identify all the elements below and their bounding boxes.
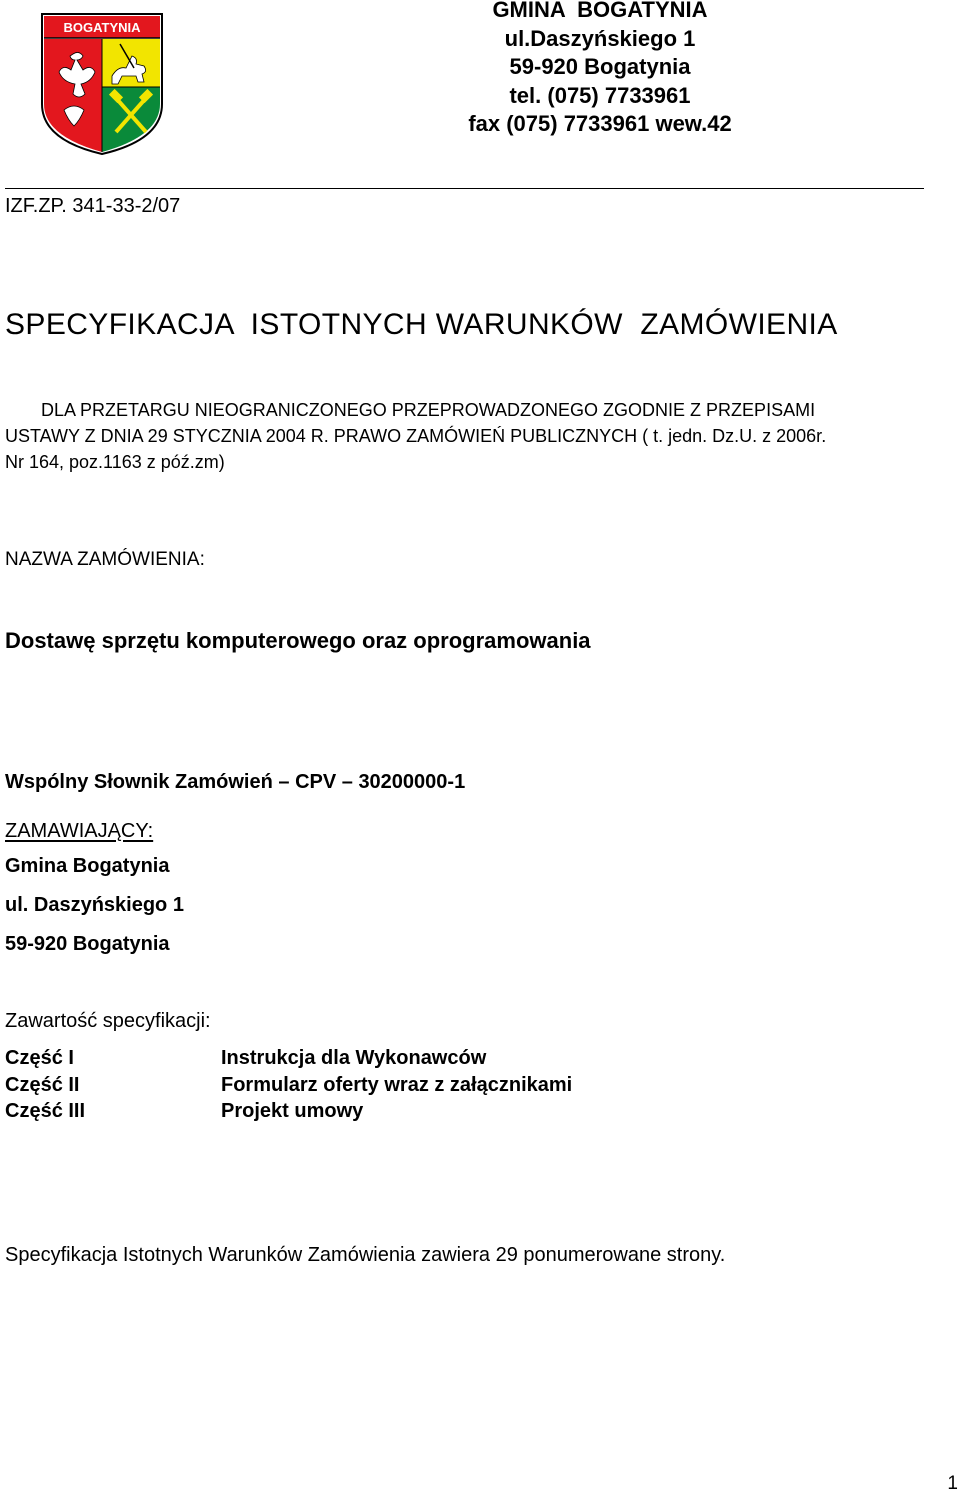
page-count-note: Specyfikacja Istotnych Warunków Zamówienia zawiera 29 ponumerowane strony. — [5, 1244, 726, 1266]
cpv-code: 30200000-1 — [358, 771, 466, 793]
crest-banner-text: BOGATYNIA — [63, 20, 141, 35]
subtitle-line-2: USTAWY Z DNIA 29 STYCZNIA 2004 R. PRAWO ZAMÓWIEŃ PUBLICZNYCH ( t. jedn. Dz.U. z 2006r. — [5, 426, 827, 446]
cpv-label: Wspólny Słownik Zamówień — [5, 771, 273, 793]
org-phone: tel. (075) 7733961 — [509, 82, 691, 108]
subtitle-line-1: DLA PRZETARGU NIEOGRANICZONEGO PRZEPROWADZONEGO ZGODNIE Z PRZEPISAMI — [41, 400, 816, 420]
order-name-label: NAZWA ZAMÓWIENIA: — [5, 549, 205, 570]
document-title: SPECYFIKACJA ISTOTNYCH WARUNKÓW ZAMÓWIENIA — [5, 308, 838, 341]
cpv-line — [5, 771, 465, 794]
header-divider — [5, 188, 924, 189]
contracting-name: Gmina Bogatynia — [5, 855, 170, 877]
table-row — [5, 1100, 572, 1127]
contents-table — [5, 1047, 572, 1127]
page-number: 1 — [947, 1473, 958, 1494]
crest-logo — [40, 12, 164, 156]
contracting-label: ZAMAWIAJĄCY: — [5, 820, 154, 842]
org-name: GMINA BOGATYNIA — [492, 0, 708, 22]
table-row — [5, 1074, 572, 1101]
header-address — [380, 0, 820, 139]
part-description: Instrukcja dla Wykonawców — [221, 1047, 487, 1069]
part-number: Część I — [5, 1047, 74, 1069]
subtitle-line-3: Nr 164, poz.1163 z póź.zm) — [5, 452, 225, 472]
document-subtitle — [5, 397, 940, 475]
part-description: Formularz oferty wraz z załącznikami — [221, 1073, 573, 1096]
coat-of-arms-icon — [40, 12, 164, 156]
org-fax: fax (075) 7733961 wew.42 — [468, 111, 732, 136]
cpv-dash-1: – — [278, 771, 290, 793]
order-name-value: Dostawę sprzętu komputerowego oraz oprogramowania — [5, 628, 591, 653]
org-street: ul.Daszyńskiego 1 — [504, 25, 696, 51]
cpv-dash-2: – — [341, 771, 353, 793]
cpv-code-label: CPV — [295, 771, 337, 793]
part-description: Projekt umowy — [221, 1100, 364, 1122]
contracting-street: ul. Daszyńskiego 1 — [5, 894, 184, 916]
contents-label: Zawartość specyfikacji: — [5, 1010, 211, 1032]
org-postal: 59-920 Bogatynia — [509, 54, 691, 79]
table-row — [5, 1047, 572, 1074]
contracting-postal: 59-920 Bogatynia — [5, 933, 170, 955]
part-number: Część II — [5, 1073, 80, 1096]
reference-number: IZF.ZP. 341-33-2/07 — [5, 195, 181, 217]
part-number: Część III — [5, 1100, 86, 1122]
